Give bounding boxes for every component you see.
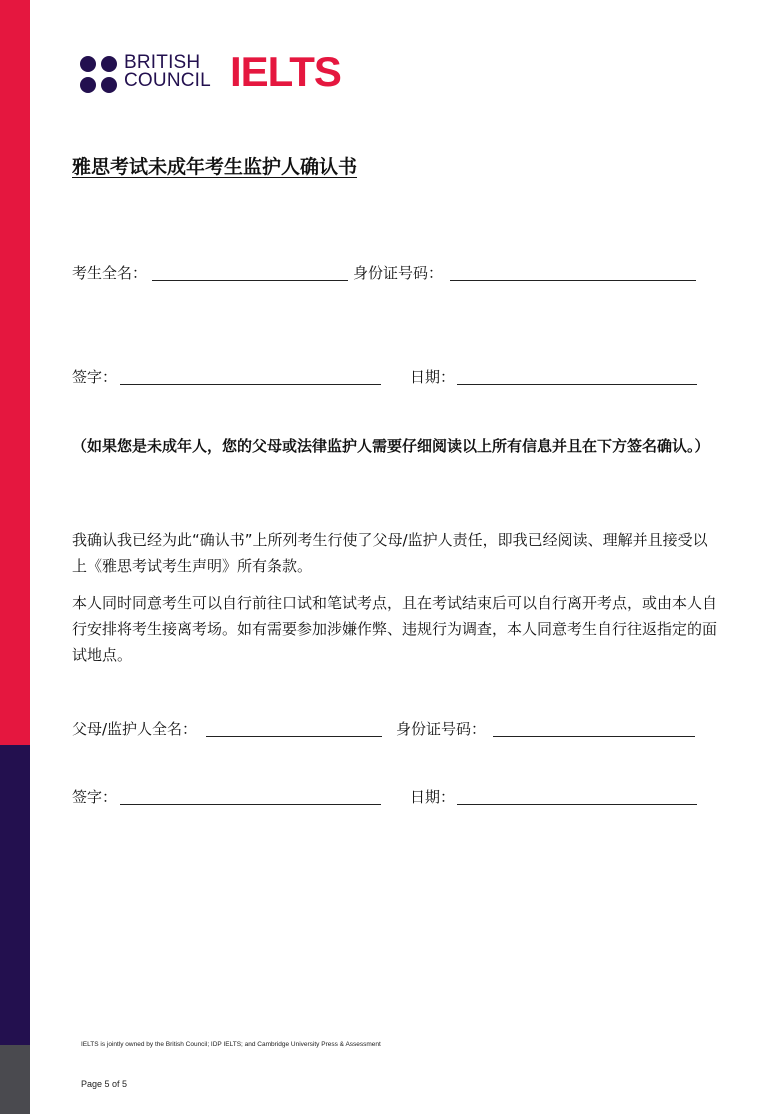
guardian-consent-paragraph: 本人同时同意考生可以自行前往口试和笔试考点，且在考试结束后可以自行离开考点，或由本人自行安排将考生接离考场。如有需要参加涉嫌作弊、违规行为调查，本人同意考生自行往返指定的面试地点。 [72, 594, 718, 664]
bc-line-2: COUNCIL [124, 70, 211, 91]
candidate-date-field[interactable] [457, 384, 697, 385]
british-council-logo [124, 54, 211, 90]
guardian-name-row [72, 718, 702, 740]
candidate-id-label: 身份证号码： [353, 264, 444, 282]
side-bar-gray [0, 1045, 30, 1114]
minor-notice: （如果您是未成年人，您的父母或法律监护人需要仔细阅读以上所有信息并且在下方签名确认。） [72, 437, 710, 455]
guardian-date-label: 日期： [410, 788, 456, 806]
candidate-signature-label: 签字： [72, 368, 118, 386]
bc-line-1: BRITISH [124, 52, 201, 73]
guardian-signature-field[interactable] [120, 804, 381, 805]
candidate-date-label: 日期： [410, 368, 456, 386]
page-number: Page 5 of 5 [81, 1079, 128, 1089]
guardian-confirmation-paragraph: 我确认我已经为此“确认书”上所列考生行使了父母/监护人责任，即我已经阅读、理解并且接受以上《雅思考试考生声明》所有条款。 [72, 531, 708, 575]
ownership-note: IELTS is jointly owned by the British Council; IDP IELTS; and Cambridge University Press & Assessment [81, 1041, 381, 1048]
candidate-signature-field[interactable] [120, 384, 381, 385]
guardian-id-field[interactable] [493, 736, 695, 737]
guardian-signature-label: 签字： [72, 788, 118, 806]
british-council-dots-icon [80, 56, 118, 94]
side-bar-red [0, 0, 30, 745]
candidate-id-field[interactable] [450, 280, 696, 281]
guardian-name-field[interactable] [206, 736, 382, 737]
candidate-name-label: 考生全名： [72, 264, 148, 282]
candidate-name-row [72, 262, 702, 284]
guardian-id-label: 身份证号码： [396, 720, 487, 738]
side-bar-purple [0, 745, 30, 1045]
candidate-signature-row [72, 366, 702, 388]
guardian-name-label: 父母/监护人全名： [72, 720, 198, 738]
guardian-signature-row [72, 786, 702, 808]
ielts-logo: IELTS [230, 48, 341, 95]
guardian-date-field[interactable] [457, 804, 697, 805]
candidate-name-field[interactable] [152, 280, 348, 281]
page-title: 雅思考试未成年考生监护人确认书 [72, 156, 358, 178]
side-color-bar [0, 0, 30, 1114]
